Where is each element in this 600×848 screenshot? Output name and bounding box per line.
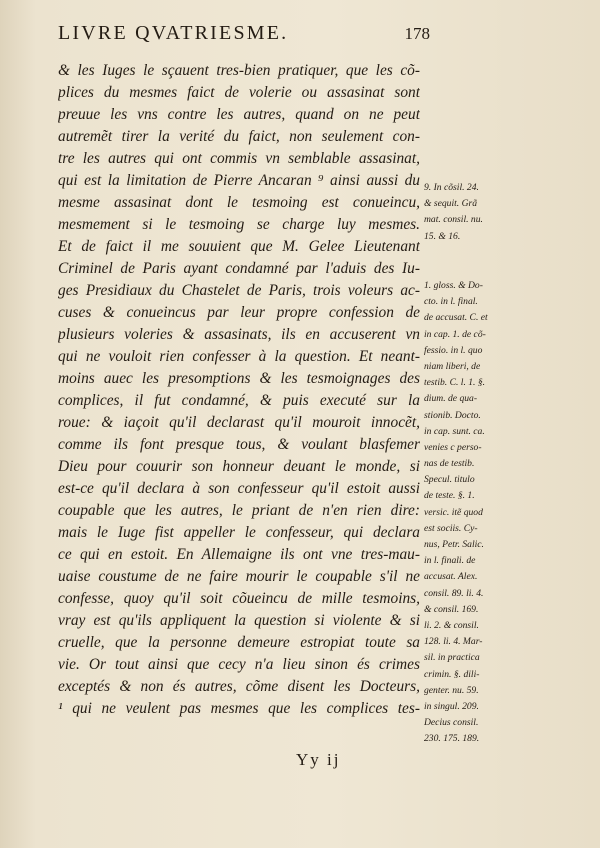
marginal-note-line: stionib. Docto. — [424, 409, 481, 421]
text-line: coupable que les autres, le priant de n'en rien dire: — [58, 502, 420, 519]
text-line: plusieurs voleries & assasinats, ils en accuserent vn — [58, 326, 420, 343]
marginal-note-line: genter. nu. 59. — [424, 684, 479, 696]
marginal-note-line: 1. gloss. & Do- — [424, 280, 483, 291]
marginal-note-line: est sociis. Cy- — [424, 522, 478, 534]
text-line: exceptés & non és autres, cõme disent les Docteurs, — [58, 678, 420, 695]
marginal-note-line: nus, Petr. Salic. — [424, 539, 484, 550]
marginal-note-line: mat. consil. nu. — [424, 214, 483, 226]
marginal-note-line: niam liberi, de — [424, 360, 481, 372]
text-line: mesmement si le tesmoing se charge luy mesmes. — [58, 216, 420, 233]
marginal-note-line: accusat. Alex. — [424, 571, 478, 583]
marginal-note-line: cto. in l. final. — [424, 296, 478, 308]
text-line: moins auec les presomptions & les tesmoignages des — [58, 370, 420, 387]
marginal-note-line: Decius consil. — [424, 717, 479, 729]
marginal-note-line: fessio. in l. quo — [424, 344, 483, 356]
text-line: est-ce qu'il declara à son confesseur qu'il estoit aussi — [58, 480, 420, 497]
text-line: & les Iuges le sçauent tres-bien pratiquer, que les cõ- — [58, 62, 420, 79]
marginal-note-line: dium. de qua- — [424, 393, 478, 405]
marginal-note-line: 15. & 16. — [424, 230, 461, 242]
text-line: mais le Iuge fist appeller le confesseur, qui declara — [58, 524, 420, 541]
text-line: Criminel de Paris ayant condamné par l'aduis des Iu- — [58, 260, 420, 277]
marginal-note-line: consil. 89. li. 4. — [424, 587, 484, 599]
marginal-note-line: in cap. 1. de cõ- — [424, 328, 486, 340]
marginal-note-line: & consil. 169. — [424, 603, 479, 615]
text-line: complices, il fut condamné, & puis executé sur la — [58, 392, 420, 409]
text-line: mesme assasinat dont le tesmoing est conueincu, — [58, 194, 420, 211]
marginal-note-line: 9. In cõsil. 24. — [424, 182, 479, 193]
text-line: confesse, quoy qu'il soit cõueincu de mille tesmoins, — [58, 590, 420, 607]
text-line: Et de faict il me souuient que M. Gelee Lieutenant — [58, 238, 420, 255]
signature-mark: Yy ij — [296, 750, 341, 769]
text-line: vray est qu'ils appliquent la question si violente & si — [58, 612, 420, 629]
marginal-note-line: venies c perso- — [424, 441, 482, 453]
marginal-note-line: Specul. titulo — [424, 474, 475, 486]
marginal-note-line: de teste. §. 1. — [424, 490, 475, 502]
running-title: LIVRE QVATRIESME. — [58, 22, 289, 44]
text-line: roue: & iaçoit qu'il declarast qu'il mouroit innocẽt, — [58, 414, 420, 431]
text-line: uaise coustume de ne faire mourir le coupable s'il ne — [58, 568, 420, 585]
text-line: vie. Or tout ainsi que cecy n'a lieu sinon és crimes — [58, 656, 420, 673]
text-line: preuue les vns contre les autres, quand on ne peut — [58, 106, 420, 123]
marginal-note-line: & sequit. Grã — [424, 198, 478, 210]
text-line: Dieu pour couurir son honneur deuant le monde, si — [58, 458, 420, 475]
marginal-note-line: crimin. §. dili- — [424, 668, 480, 680]
text-line: ¹ qui ne veulent pas mesmes que les complices tes- — [58, 700, 420, 717]
marginal-note-line: testib. C. l. 1. §. — [424, 377, 486, 389]
marginal-note-line: versic. itẽ quod — [424, 506, 483, 518]
text-line: qui ne vouloit rien confesser à la question. Et neant- — [58, 348, 420, 365]
marginal-note-line: nas de testib. — [424, 458, 475, 470]
text-line: cruelle, que la personne demeure estropiat toute sa — [58, 634, 420, 651]
text-line: plices du mesmes faict de volerie ou assasinat sont — [58, 84, 420, 101]
marginal-note-line: sil. in practica — [424, 652, 480, 664]
marginal-note-line: in singul. 209. — [424, 700, 479, 712]
marginal-note-line: in l. finali. de — [424, 555, 476, 567]
text-line: comme ils font presque tous, & voulant blasfemer — [58, 436, 420, 453]
marginal-note-line: in cap. sunt. ca. — [424, 425, 485, 437]
marginal-note-line: 230. 175. 189. — [424, 733, 480, 745]
folio-number: 178 — [404, 24, 430, 43]
marginal-note-line: de accusat. C. et — [424, 312, 488, 324]
page-header — [58, 22, 430, 50]
text-line: cuses & conueincus par leur propre confession de — [58, 304, 420, 321]
text-line: ges Presidiaux du Chastelet de Paris, trois voleurs ac- — [58, 282, 420, 299]
main-text-column — [58, 60, 420, 720]
marginal-note-1 — [424, 278, 516, 747]
marginal-note-line: li. 2. & consil. — [424, 619, 479, 631]
marginal-note-9 — [424, 180, 516, 245]
text-line: ce qui en estoit. En Allemaigne ils ont vne tres-mau- — [58, 546, 420, 563]
marginal-note-line: 128. li. 4. Mar- — [424, 636, 483, 648]
text-line: qui est la limitation de Pierre Ancaran ⁹ ainsi aussi du — [58, 172, 420, 189]
text-line: tre les autres qui ont commis vn semblable assasinat, — [58, 150, 420, 167]
text-line: autremẽt tirer la verité du faict, non seulement con- — [58, 128, 420, 145]
